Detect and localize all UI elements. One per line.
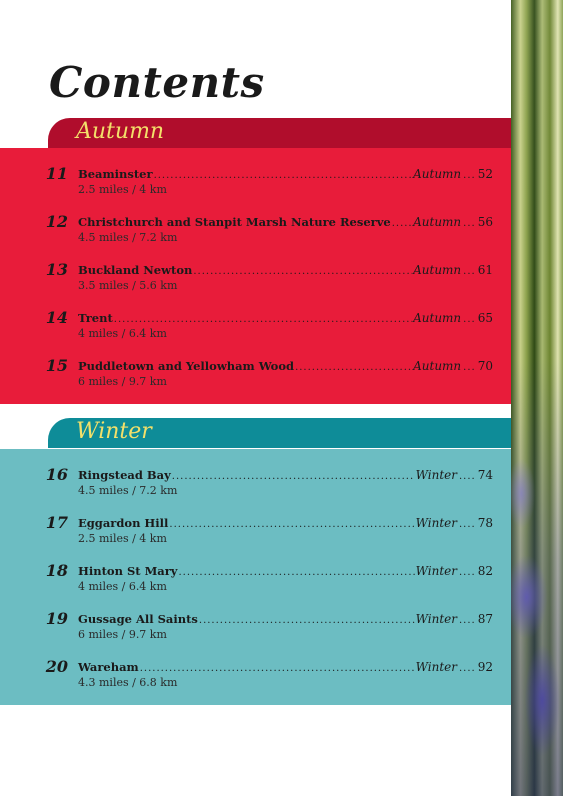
dot-leader-short: ...	[463, 218, 476, 229]
contents-entry[interactable]	[0, 513, 511, 553]
walk-season: Winter	[415, 564, 457, 578]
walk-number: 19	[45, 609, 68, 628]
dot-leader	[172, 471, 415, 482]
dot-leader	[114, 314, 412, 325]
dot-leader	[193, 266, 412, 277]
walk-page-number: 82	[477, 564, 493, 578]
walk-number: 14	[45, 308, 68, 327]
walk-distance: 4 miles / 6.4 km	[78, 327, 167, 340]
dot-leader-short: ...	[463, 266, 476, 277]
walk-page-number: 70	[477, 359, 493, 373]
walk-name: Ringstead Bay	[78, 468, 171, 482]
walk-number: 15	[45, 356, 68, 375]
contents-entry[interactable]	[0, 609, 511, 649]
winter-section-body	[0, 449, 511, 705]
dot-leader	[154, 170, 413, 181]
walk-name: Beaminster	[78, 167, 153, 181]
dot-leader-short: ...	[463, 362, 476, 373]
walk-page-number: 61	[477, 263, 493, 277]
winter-section-tab	[48, 418, 511, 448]
walk-number: 12	[45, 212, 68, 231]
dot-leader-short: ....	[459, 471, 476, 482]
dot-leader-short: ....	[459, 519, 476, 530]
contents-entry[interactable]	[0, 212, 511, 252]
walk-season: Winter	[415, 612, 457, 626]
contents-entry[interactable]	[0, 657, 511, 697]
walk-page-number: 65	[477, 311, 493, 325]
dot-leader	[392, 218, 412, 229]
walk-name: Gussage All Saints	[78, 612, 198, 626]
walk-page-number: 56	[477, 215, 493, 229]
walk-distance: 4 miles / 6.4 km	[78, 580, 167, 593]
contents-entry[interactable]	[0, 164, 511, 204]
walk-page-number: 78	[477, 516, 493, 530]
walk-name: Christchurch and Stanpit Marsh Nature Reserve	[78, 215, 391, 229]
dot-leader-short: ....	[459, 567, 476, 578]
contents-entry[interactable]	[0, 260, 511, 300]
contents-entry[interactable]	[0, 561, 511, 601]
page-title: Contents	[49, 58, 265, 107]
walk-number: 17	[45, 513, 68, 532]
walk-distance: 4.5 miles / 7.2 km	[78, 231, 178, 244]
walk-number: 16	[45, 465, 68, 484]
walk-distance: 6 miles / 9.7 km	[78, 628, 167, 641]
walk-season: Autumn	[413, 167, 462, 181]
walk-distance: 6 miles / 9.7 km	[78, 375, 167, 388]
dot-leader-short: ....	[459, 615, 476, 626]
autumn-section-tab	[48, 118, 511, 148]
winter-section-label: Winter	[76, 419, 152, 444]
walk-distance: 2.5 miles / 4 km	[78, 532, 167, 545]
walk-page-number: 87	[477, 612, 493, 626]
walk-name: Trent	[78, 311, 113, 325]
dot-leader-short: ....	[459, 663, 476, 674]
walk-name: Puddletown and Yellowham Wood	[78, 359, 295, 373]
walk-season: Autumn	[413, 359, 462, 373]
dot-leader	[140, 663, 415, 674]
walk-name: Hinton St Mary	[78, 564, 178, 578]
dot-leader-short: ...	[463, 170, 476, 181]
dot-leader	[199, 615, 415, 626]
walk-distance: 4.3 miles / 6.8 km	[78, 676, 178, 689]
walk-number: 18	[45, 561, 68, 580]
walk-season: Winter	[415, 468, 457, 482]
walk-season: Autumn	[413, 215, 462, 229]
walk-number: 11	[45, 164, 68, 183]
dot-leader	[295, 362, 412, 373]
dot-leader	[179, 567, 415, 578]
walk-season: Autumn	[413, 311, 462, 325]
walk-page-number: 92	[477, 660, 493, 674]
dot-leader-short: ...	[463, 314, 476, 325]
walk-distance: 3.5 miles / 5.6 km	[78, 279, 178, 292]
walk-season: Winter	[415, 516, 457, 530]
walk-name: Eggardon Hill	[78, 516, 169, 530]
walk-distance: 4.5 miles / 7.2 km	[78, 484, 178, 497]
walk-page-number: 74	[477, 468, 493, 482]
contents-entry[interactable]	[0, 356, 511, 396]
bluebell-woodland-photo	[511, 0, 563, 796]
contents-entry[interactable]	[0, 465, 511, 505]
dot-leader	[169, 519, 414, 530]
walk-season: Winter	[415, 660, 457, 674]
autumn-section-label: Autumn	[76, 119, 165, 144]
walk-number: 13	[45, 260, 68, 279]
autumn-section-body	[0, 148, 511, 404]
contents-entry[interactable]	[0, 308, 511, 348]
walk-season: Autumn	[413, 263, 462, 277]
walk-name: Wareham	[78, 660, 139, 674]
walk-number: 20	[45, 657, 68, 676]
walk-name: Buckland Newton	[78, 263, 193, 277]
walk-distance: 2.5 miles / 4 km	[78, 183, 167, 196]
walk-page-number: 52	[477, 167, 493, 181]
